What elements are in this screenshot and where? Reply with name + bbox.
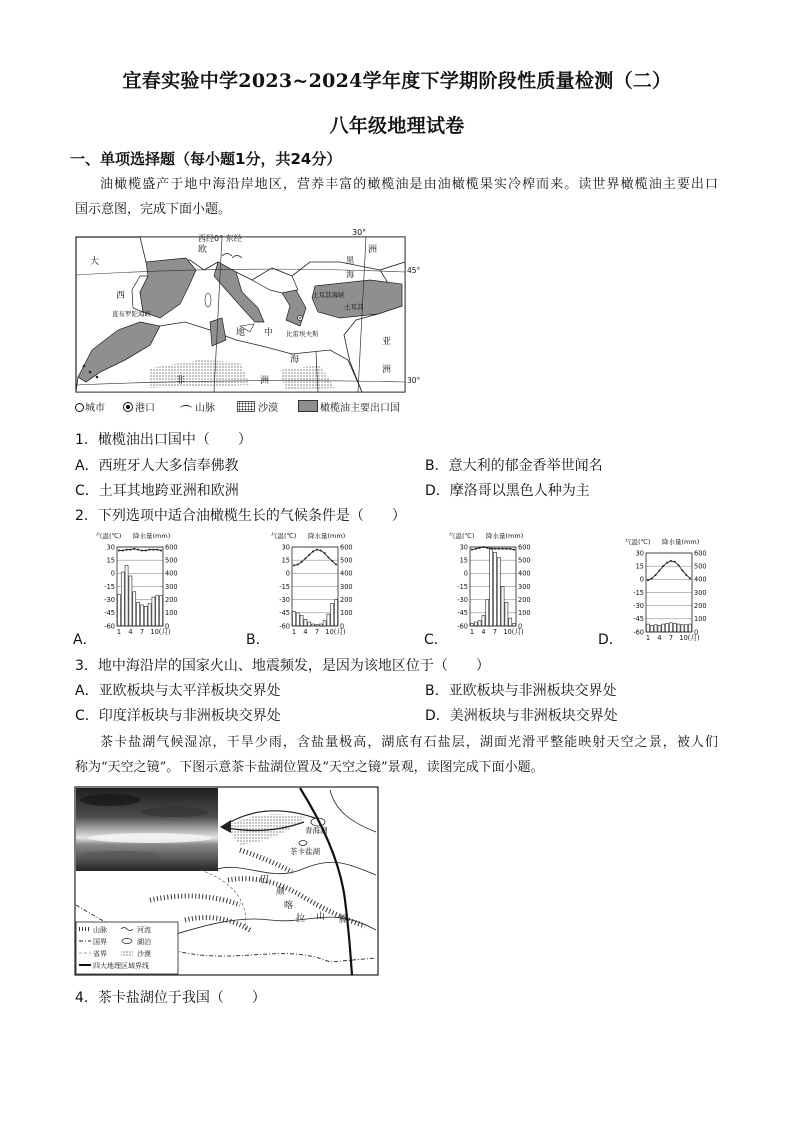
- month-tick-label: 4: [303, 628, 308, 636]
- climate-chart-a: [95, 530, 207, 638]
- precipitation-bar: [681, 625, 684, 632]
- temperature-line: [294, 550, 336, 566]
- precipitation-bar: [327, 614, 330, 626]
- temperature-point: [670, 560, 672, 562]
- sky-mirror-photo: [76, 788, 218, 871]
- q4-stem: 4．茶卡盐湖位于我国（ ）: [75, 990, 266, 1006]
- place-label: 中: [264, 328, 274, 338]
- precipitation-tick-label: 100: [340, 609, 353, 618]
- precipitation-tick-label: 200: [165, 595, 178, 604]
- temperature-tick-label: -15: [633, 588, 644, 597]
- precipitation-bar: [658, 625, 661, 632]
- temperature-tick-label: -60: [457, 622, 468, 631]
- month-tick-label: 7: [139, 628, 145, 636]
- temperature-point: [320, 550, 322, 552]
- temperature-point: [475, 548, 477, 550]
- precipitation-bar: [156, 596, 159, 626]
- temperature-line: [648, 561, 690, 580]
- month-tick-label: 10(月): [503, 628, 524, 636]
- precipitation-tick-label: 400: [165, 569, 178, 578]
- precipitation-tick-label: 500: [340, 556, 353, 565]
- temperature-point: [662, 565, 664, 567]
- temperature-point: [655, 574, 657, 576]
- precipitation-tick-label: 400: [340, 569, 353, 578]
- month-tick-label: 10(月): [150, 628, 171, 636]
- q1-stem: 1．橄榄油出口国中（ ）: [75, 432, 252, 448]
- temperature-point: [494, 548, 496, 550]
- temperature-tick-label: -30: [457, 595, 468, 604]
- precipitation-tick-label: 300: [165, 582, 178, 591]
- legend-lake-icon: [122, 939, 132, 944]
- month-tick-label: 4: [481, 628, 486, 636]
- precipitation-bar: [335, 600, 338, 626]
- temperature-point: [498, 548, 500, 550]
- precipitation-bar: [501, 587, 504, 627]
- chaka-lake: [299, 841, 307, 846]
- place-label-piraeus: 比雷埃夫斯: [286, 330, 319, 338]
- temperature-point: [658, 570, 660, 572]
- map1-lon30-label: 30°: [352, 228, 367, 237]
- precipitation-bar: [490, 547, 493, 626]
- temperature-tick-label: 30: [635, 549, 644, 558]
- section-heading: 一、单项选择题（每小题1分，共24分）: [70, 150, 342, 168]
- temperature-point: [304, 557, 306, 559]
- temperature-tick-label: -60: [104, 622, 115, 631]
- range-label-char: 喀: [284, 901, 294, 911]
- qinghai-lake-label: 青海湖: [305, 826, 328, 835]
- mountain-icon: [180, 405, 192, 412]
- precipitation-bar: [685, 625, 688, 632]
- temperature-tick-label: -15: [104, 582, 115, 591]
- place-label: 洲: [260, 376, 270, 386]
- temperature-tick-label: -45: [457, 609, 468, 618]
- precipitation-tick-label: 0: [694, 628, 699, 637]
- month-tick-label: 1: [469, 628, 475, 636]
- temperature-point: [502, 548, 504, 550]
- temperature-tick-label: -60: [279, 622, 290, 631]
- precipitation-bar: [493, 552, 496, 626]
- place-label-turkey: 土耳其: [344, 303, 364, 311]
- q3-stem: 3．地中海沿岸的国家火山、地震频发，是因为该地区位于（ ）: [75, 658, 490, 674]
- temperature-point: [331, 560, 333, 562]
- temperature-point: [308, 554, 310, 556]
- temperature-point: [145, 550, 147, 552]
- precipitation-bar: [323, 621, 326, 626]
- month-tick-label: 4: [128, 628, 133, 636]
- temperature-tick-label: 15: [635, 562, 644, 571]
- precipitation-axis-title: 降水量(mm): [133, 532, 171, 540]
- precipitation-axis-title: 降水量(mm): [486, 532, 524, 540]
- precipitation-tick-label: 500: [165, 556, 178, 565]
- precipitation-tick-label: 300: [340, 582, 353, 591]
- temperature-point: [678, 564, 680, 566]
- month-tick-label: 7: [668, 634, 674, 642]
- climate-chart-d: [624, 536, 736, 644]
- legend-exporter-label: 橄榄油主要出口国: [320, 403, 400, 414]
- legend-desert-label: 沙漠: [137, 950, 151, 958]
- island-dot: [83, 365, 86, 368]
- island-dot: [96, 376, 99, 379]
- map1-meridian-label: 西经0° 东经: [198, 234, 242, 243]
- precipitation-bar: [509, 618, 512, 626]
- precipitation-tick-label: 200: [518, 595, 531, 604]
- precipitation-bar: [125, 565, 128, 626]
- precipitation-bar: [152, 597, 155, 626]
- temperature-point: [122, 550, 124, 552]
- city-icon: [75, 403, 84, 412]
- place-label-gibraltar: 直布罗陀海峡: [112, 310, 151, 318]
- precipitation-bar: [121, 572, 124, 626]
- precipitation-tick-label: 600: [340, 543, 353, 552]
- precipitation-bar: [117, 594, 120, 626]
- q2-option-c: C．: [424, 632, 448, 648]
- precipitation-bar: [160, 596, 163, 626]
- place-label: 地: [236, 328, 246, 338]
- place-label: 西: [116, 291, 126, 301]
- place-label: 黑: [346, 256, 354, 265]
- precipitation-bar: [650, 625, 653, 632]
- precipitation-tick-label: 300: [694, 588, 707, 597]
- legend-mountain-label: 山脉: [93, 926, 107, 934]
- temperature-axis-title: 气温(℃): [271, 532, 297, 540]
- q3-option-a: A．亚欧板块与太平洋板块交界处: [75, 683, 281, 699]
- temperature-point: [335, 564, 337, 566]
- temperature-tick-label: -30: [633, 601, 644, 610]
- temperature-point: [666, 562, 668, 564]
- precipitation-bar: [662, 624, 665, 632]
- q2-option-d: D．: [598, 632, 623, 648]
- precipitation-bar: [673, 623, 676, 632]
- q1-option-b: B．意大利的郁金香举世闻名: [425, 458, 603, 474]
- temperature-tick-label: 15: [459, 556, 468, 565]
- precipitation-bar: [666, 623, 669, 632]
- month-tick-label: 7: [492, 628, 498, 636]
- temperature-tick-label: 0: [110, 569, 115, 578]
- precipitation-bar: [497, 558, 500, 626]
- precipitation-tick-label: 0: [340, 622, 345, 631]
- q1-option-d: D．摩洛哥以黑色人种为主: [425, 483, 590, 499]
- temperature-point: [681, 570, 683, 572]
- temperature-axis-title: 气温(℃): [625, 538, 651, 546]
- temperature-line: [119, 549, 161, 551]
- passage2-line1: 茶卡盐湖气候湿凉，干旱少雨，含盐量极高，湖底有石盐层，湖面光滑平整能映射天空之景，被人们: [100, 735, 718, 750]
- legend-river-label: 河流: [137, 926, 151, 934]
- legend-port-label: 港口: [135, 403, 155, 414]
- temperature-point: [509, 548, 511, 550]
- precipitation-tick-label: 400: [518, 569, 531, 578]
- precipitation-bar: [129, 576, 132, 626]
- temperature-point: [293, 564, 295, 566]
- temperature-tick-label: 30: [281, 543, 290, 552]
- climate-chart-c: [448, 530, 560, 638]
- precipitation-bar: [669, 623, 672, 632]
- precipitation-tick-label: 600: [694, 549, 707, 558]
- map2-legend: [76, 922, 178, 974]
- precipitation-bar: [133, 592, 136, 626]
- temperature-tick-label: 0: [639, 575, 644, 584]
- precipitation-tick-label: 500: [694, 562, 707, 571]
- temperature-point: [505, 548, 507, 550]
- place-label-turkish-straits: 土耳其海峡: [312, 291, 345, 299]
- piraeus-port-icon-center: [299, 317, 301, 319]
- precipitation-bar: [144, 606, 147, 626]
- place-label: 海: [346, 270, 354, 279]
- temperature-tick-label: -45: [104, 609, 115, 618]
- place-label: 亚: [382, 337, 392, 347]
- range-label-char: 拉: [296, 914, 306, 924]
- precipitation-bar: [505, 602, 508, 626]
- q2-option-b: B．: [246, 632, 270, 648]
- q3-option-c: C．印度洋板块与非洲板块交界处: [75, 708, 281, 724]
- photo-cloud: [80, 794, 140, 806]
- passage1-line2: 国示意图，完成下面小题。: [75, 202, 232, 217]
- temperature-tick-label: -15: [457, 582, 468, 591]
- precipitation-tick-label: 600: [518, 543, 531, 552]
- temperature-point: [137, 549, 139, 551]
- precipitation-tick-label: 300: [518, 582, 531, 591]
- temperature-tick-label: -30: [104, 595, 115, 604]
- month-tick-label: 10(月): [325, 628, 346, 636]
- precipitation-bar: [300, 615, 303, 626]
- range-label-char: 山: [316, 912, 326, 922]
- place-label: 洲: [368, 245, 378, 255]
- temperature-tick-label: -30: [279, 595, 290, 604]
- temperature-point: [316, 549, 318, 551]
- port-icon: [123, 402, 133, 412]
- range-label-char: 颜: [276, 887, 286, 897]
- precipitation-axis-title: 降水量(mm): [308, 532, 346, 540]
- precipitation-bar: [474, 622, 477, 626]
- precipitation-bar: [331, 604, 334, 626]
- legend-border-label: 国界: [93, 938, 107, 946]
- month-tick-label: 7: [314, 628, 320, 636]
- temperature-axis-title: 气温(℃): [449, 532, 475, 540]
- precipitation-tick-label: 400: [694, 575, 707, 584]
- temperature-point: [133, 548, 135, 550]
- legend-mountain-label: 山脉: [195, 403, 215, 414]
- range-label-char: 脉: [339, 915, 349, 925]
- precipitation-tick-label: 0: [518, 622, 523, 631]
- month-tick-label: 4: [657, 634, 662, 642]
- place-label: 非: [176, 376, 186, 386]
- temperature-point: [141, 550, 143, 552]
- temperature-point: [118, 550, 120, 552]
- sardinia-island: [205, 293, 211, 307]
- temperature-point: [312, 550, 314, 552]
- month-tick-label: 10(月): [679, 634, 700, 642]
- temperature-point: [647, 579, 649, 581]
- desert-swatch: [237, 401, 255, 412]
- climate-chart-b: [270, 530, 382, 638]
- temperature-tick-label: 0: [285, 569, 290, 578]
- temperature-tick-label: 15: [281, 556, 290, 565]
- temperature-point: [301, 561, 303, 563]
- legend-lake-label: 湖泊: [137, 938, 151, 946]
- precipitation-bar: [677, 624, 680, 632]
- chaka-salt-lake-map: [74, 786, 380, 978]
- month-tick-label: 1: [291, 628, 297, 636]
- temperature-tick-label: -45: [279, 609, 290, 618]
- temperature-point: [160, 550, 162, 552]
- temperature-tick-label: -45: [633, 615, 644, 624]
- chaka-lake-label: 茶卡盐湖: [290, 847, 320, 856]
- exam-subtitle: 八年级地理试卷: [329, 115, 465, 137]
- map1-lat45-label: 45°: [407, 266, 421, 275]
- legend-desert-icon: [121, 950, 133, 956]
- legend-city-label: 城市: [85, 403, 105, 414]
- q1-option-c: C．土耳其地跨亚洲和欧洲: [75, 483, 239, 499]
- exporter-swatch: [298, 400, 318, 412]
- precipitation-tick-label: 100: [518, 609, 531, 618]
- place-label: 大: [90, 257, 100, 267]
- temperature-point: [126, 549, 128, 551]
- precipitation-bar: [478, 621, 481, 626]
- temperature-point: [490, 548, 492, 550]
- temperature-point: [324, 552, 326, 554]
- precipitation-bar: [140, 605, 143, 626]
- precipitation-tick-label: 200: [340, 595, 353, 604]
- range-label-char: 巴: [260, 875, 270, 885]
- island-dot: [89, 371, 92, 374]
- passage1-line1: 油橄榄盛产于地中海沿岸地区，营养丰富的橄榄油是由油橄榄果实冷榨而来。读世界橄榄油主要出口: [100, 177, 718, 192]
- legend-desert-label: 沙漠: [258, 403, 278, 414]
- map1-lat30-label: 30°: [407, 376, 421, 385]
- temperature-axis-title: 气温(℃): [96, 532, 122, 540]
- temperature-tick-label: -60: [633, 628, 644, 637]
- passage2-line2: 称为“天空之镜”。下图示意茶卡盐湖位置及“天空之镜”景观，读图完成下面小题。: [75, 760, 544, 775]
- temperature-tick-label: 0: [463, 569, 468, 578]
- q3-option-b: B．亚欧板块与非洲板块交界处: [425, 683, 617, 699]
- precipitation-bar: [148, 604, 151, 626]
- temperature-point: [149, 549, 151, 551]
- photo-reflection: [80, 851, 160, 859]
- precipitation-bar: [304, 619, 307, 626]
- temperature-tick-label: 15: [106, 556, 115, 565]
- precipitation-tick-label: 0: [165, 622, 170, 631]
- place-label: 洲: [382, 365, 392, 375]
- temperature-point: [156, 549, 158, 551]
- temperature-point: [513, 549, 515, 551]
- temperature-tick-label: 30: [106, 543, 115, 552]
- precipitation-bar: [486, 600, 489, 626]
- q1-option-a: A．西班牙人大多信奉佛教: [75, 458, 239, 474]
- temperature-point: [152, 549, 154, 551]
- temperature-tick-label: 30: [459, 543, 468, 552]
- precipitation-tick-label: 200: [694, 601, 707, 610]
- precipitation-bar: [308, 622, 311, 626]
- precipitation-bar: [654, 625, 657, 632]
- temperature-point: [674, 561, 676, 563]
- legend-region-label: 四大地理区域界线: [93, 962, 149, 970]
- q2-stem: 2．下列选项中适合油橄榄生长的气候条件是（ ）: [75, 508, 406, 524]
- legend-province-label: 省界: [93, 950, 107, 958]
- olive-oil-export-map: [73, 228, 421, 398]
- q3-option-d: D．美洲板块与非洲板块交界处: [425, 708, 618, 724]
- precipitation-axis-title: 降水量(mm): [662, 538, 700, 546]
- month-tick-label: 1: [116, 628, 122, 636]
- temperature-point: [327, 557, 329, 559]
- precipitation-bar: [482, 615, 485, 626]
- temperature-point: [471, 549, 473, 551]
- temperature-point: [651, 577, 653, 579]
- precipitation-tick-label: 100: [165, 609, 178, 618]
- precipitation-bar: [296, 613, 299, 626]
- precipitation-bar: [646, 624, 649, 632]
- temperature-point: [297, 564, 299, 566]
- precipitation-tick-label: 500: [518, 556, 531, 565]
- place-label: 欧: [198, 245, 208, 255]
- precipitation-bar: [292, 612, 295, 626]
- precipitation-tick-label: 100: [694, 615, 707, 624]
- temperature-point: [685, 574, 687, 576]
- photo-cloud: [141, 807, 209, 817]
- exam-title: 宜春实验中学2023~2024学年度下学期阶段性质量检测（二）: [122, 70, 672, 92]
- month-tick-label: 1: [645, 634, 651, 642]
- temperature-point: [129, 549, 131, 551]
- q2-option-a: A．: [73, 632, 97, 648]
- precipitation-tick-label: 600: [165, 543, 178, 552]
- precipitation-bar: [689, 624, 692, 632]
- temperature-tick-label: -15: [279, 582, 290, 591]
- place-label: 海: [290, 355, 300, 365]
- temperature-point: [689, 577, 691, 579]
- precipitation-bar: [137, 602, 140, 626]
- photo-horizon-glow: [88, 833, 212, 843]
